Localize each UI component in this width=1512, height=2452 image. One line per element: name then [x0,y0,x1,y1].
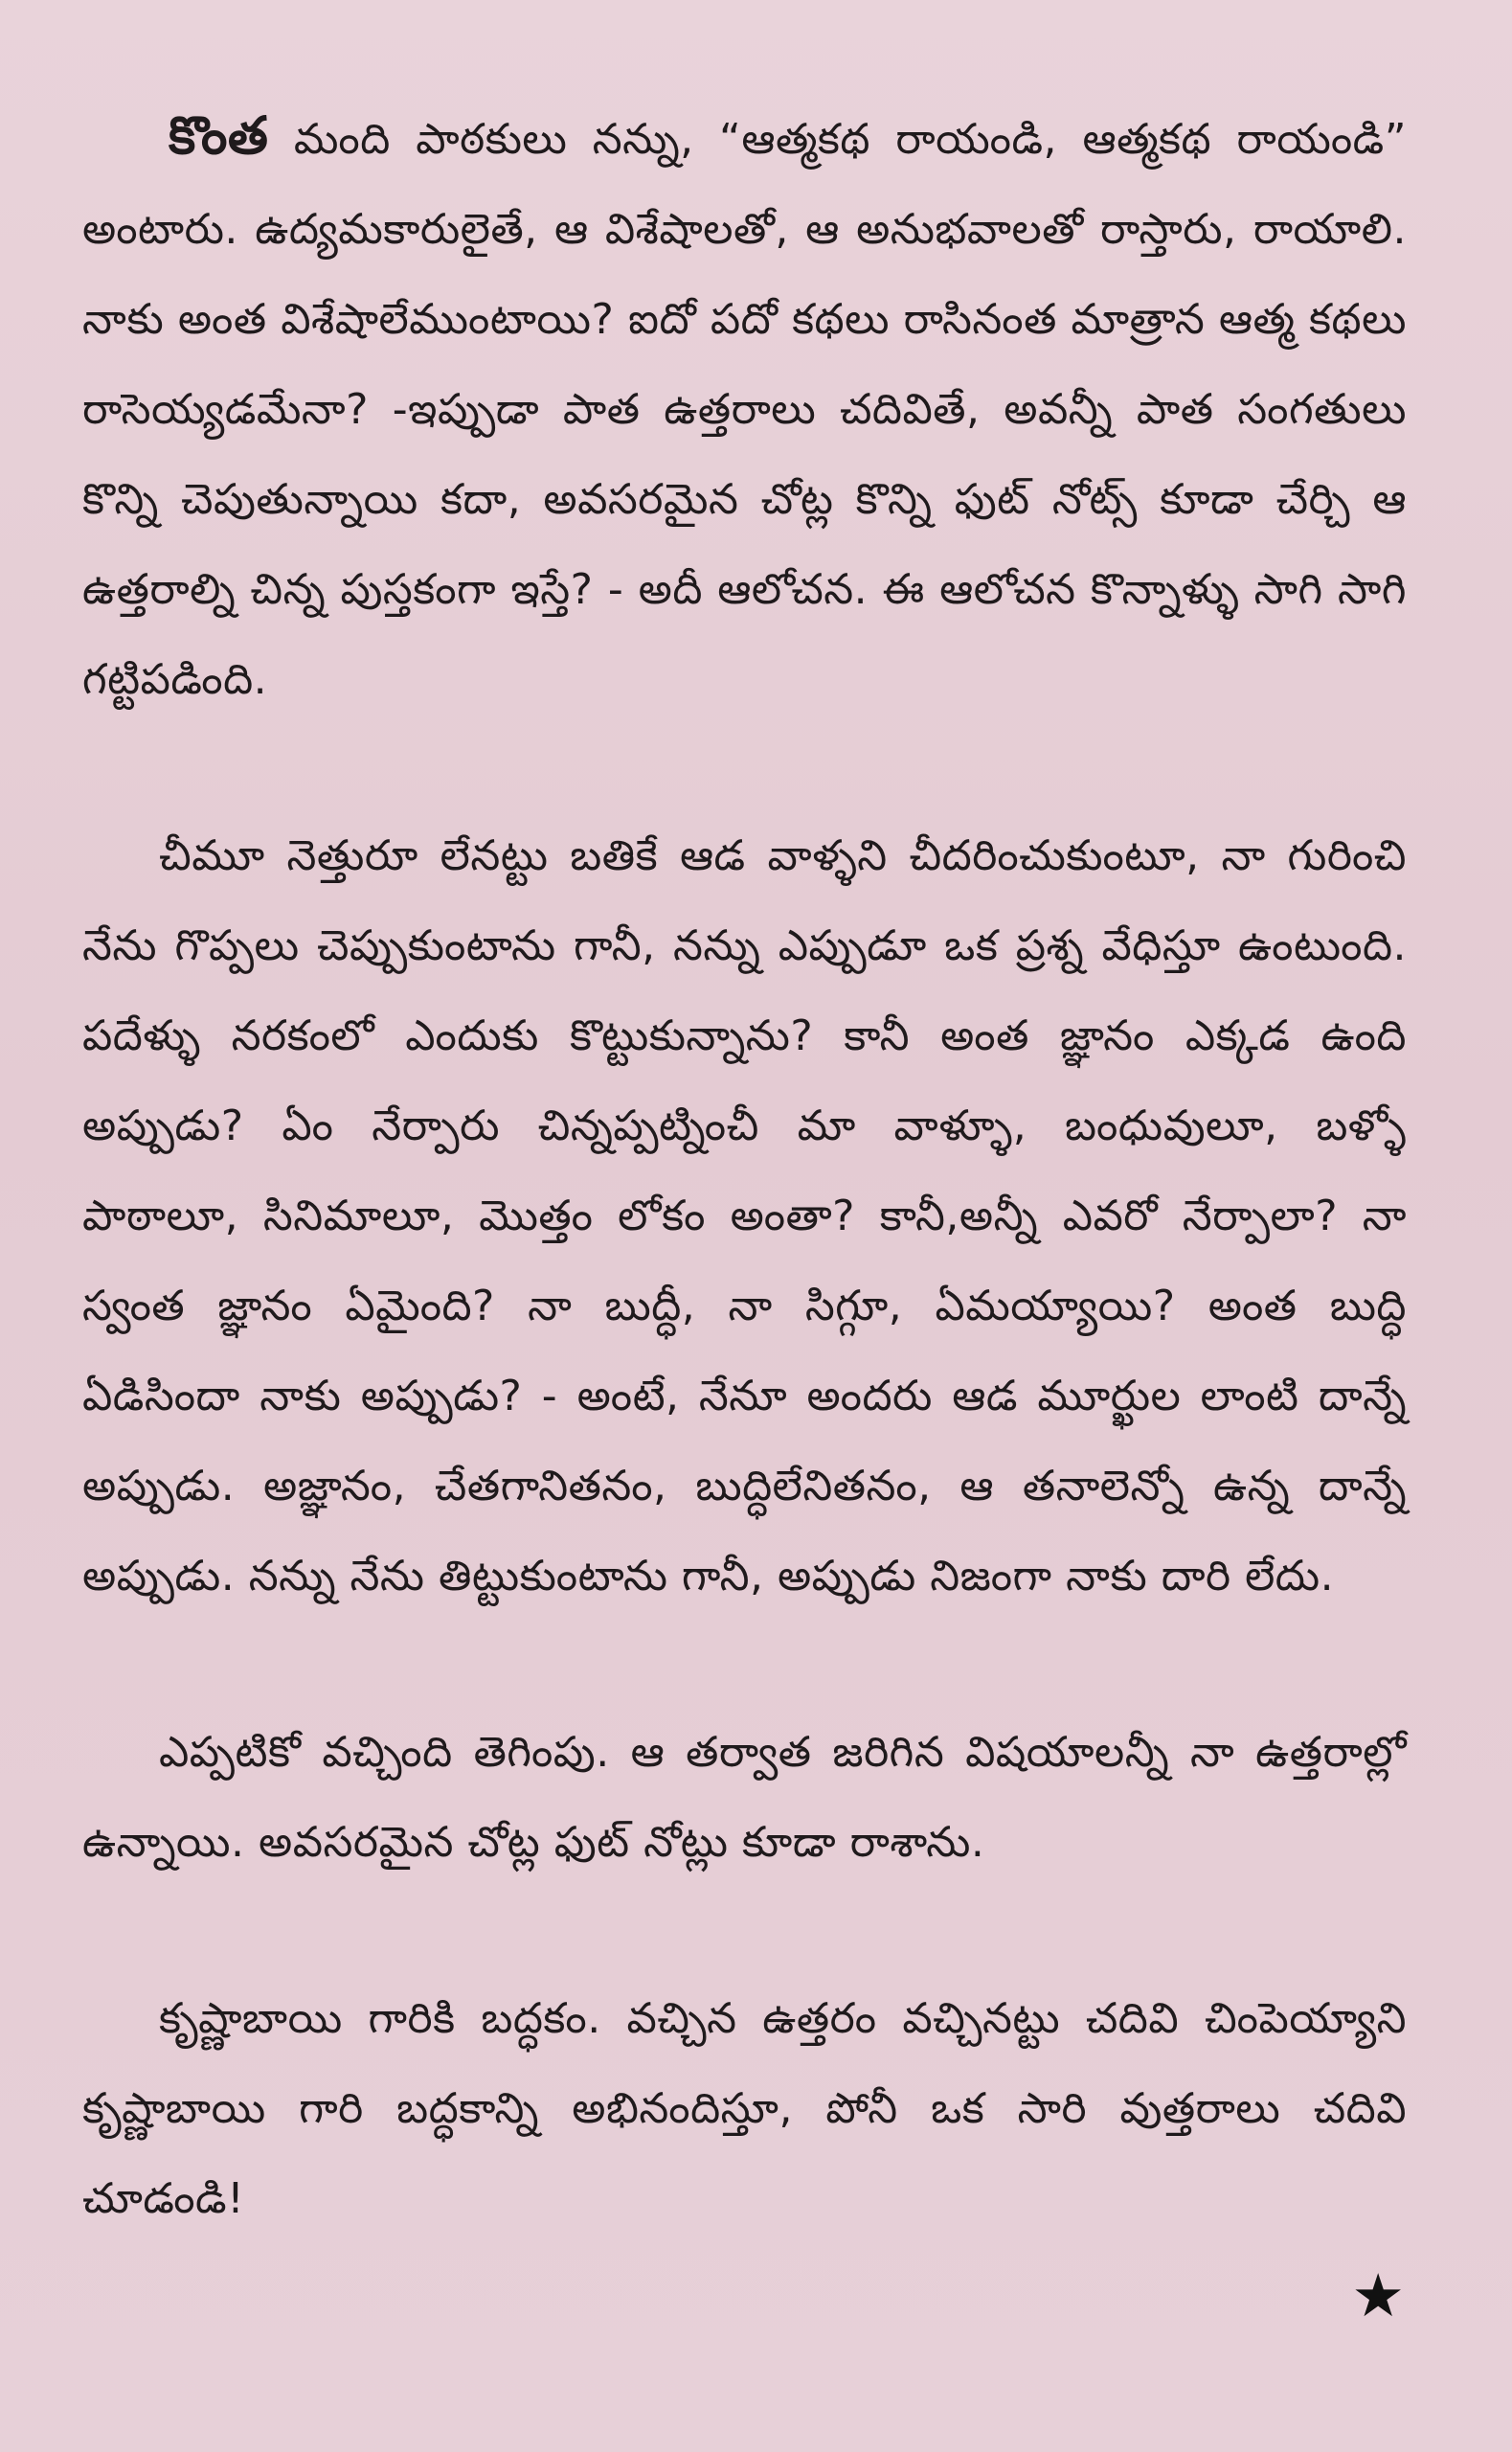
paragraph-2: చీమూ నెత్తురూ లేనట్టు బతికే ఆడ వాళ్ళని చీదరించుకుంటూ, నా గురించి నేను గొప్పలు చెప్పుకుంటాను గానీ, నన్ను ఎప్పుడూ ఒక ప్రశ్న వేధిస్తూ ఉంటుంది. పదేళ్ళు నరకంలో ఎందుకు కొట్టుకున్నాను? కానీ అంత జ్ఞానం ఎక్కడ ఉంది అప్పుడు? ఏం నేర్పారు చిన్నప్పట్నించీ మా వాళ్ళూ, బంధువులూ, బళ్ళో పాఠాలూ, సినిమాలూ, మొత్తం లోకం అంతా? కానీ,అన్నీ ఎవరో నేర్పాలా? నా స్వంత జ్ఞానం ఏమైంది? నా బుద్ధీ, నా సిగ్గూ, ఏమయ్యాయి? అంత బుద్ధి ఏడిసిందా నాకు అప్పుడు? - అంటే, నేనూ అందరు ఆడ మూర్ఖుల లాంటి దాన్నే అప్పుడు. అజ్ఞానం, చేతగానితనం, బుద్ధిలేనితనం, ఆ తనాలెన్నో ఉన్న దాన్నే అప్పుడు. నన్ను నేను తిట్టుకుంటాను గానీ, అప్పుడు నిజంగా నాకు దారి లేదు. [82,831,1407,1601]
paragraph-4: కృష్ణాబాయి గారికి బద్ధకం. వచ్చిన ఉత్తరం వచ్చినట్టు చదివి చింపెయ్యాని కృష్ణాబాయి గారి బద్ధకాన్ని అభినందిస్తూ, పోనీ ఒక సారి వుత్తరాలు చదివి చూడండి! [82,1994,1407,2223]
paragraph-3: ఎప్పటికో వచ్చింది తెగింపు. ఆ తర్వాత జరిగిన విషయాలన్నీ నా ఉత్తరాల్లో ఉన్నాయి. అవసరమైన చోట్ల ఫుట్ నోట్లు కూడా రాశాను. [82,1728,1407,1867]
star-end-mark-icon: ★ [1351,2260,1405,2330]
paragraph-1 [82,91,1407,725]
lead-word: కొంత [169,105,269,166]
paragraph-1-text: మంది పాఠకులు నన్ను, “ఆత్మకథ రాయండి, ఆత్మకథ రాయండి” అంటారు. ఉద్యమకారులైతే, ఆ విశేషాలతో, ఆ అనుభవాలతో రాస్తారు, రాయాలి. నాకు అంత విశేషాలేముంటాయి? ఐదో పదో కథలు రాసినంత మాత్రాన ఆత్మ కథలు రాసెయ్యడమేనా? -ఇప్పుడా పాత ఉత్తరాలు చదివితే, అవన్నీ పాత సంగతులు కొన్ని చెపుతున్నాయి కదా, అవసరమైన చోట్ల కొన్ని ఫుట్ నోట్స్ కూడా చేర్చి ఆ ఉత్తరాల్ని చిన్న పుస్తకంగా ఇస్తే? - అదీ ఆలోచన. ఈ ఆలోచన కొన్నాళ్ళు సాగి సాగి గట్టిపడింది. [82,115,1407,704]
